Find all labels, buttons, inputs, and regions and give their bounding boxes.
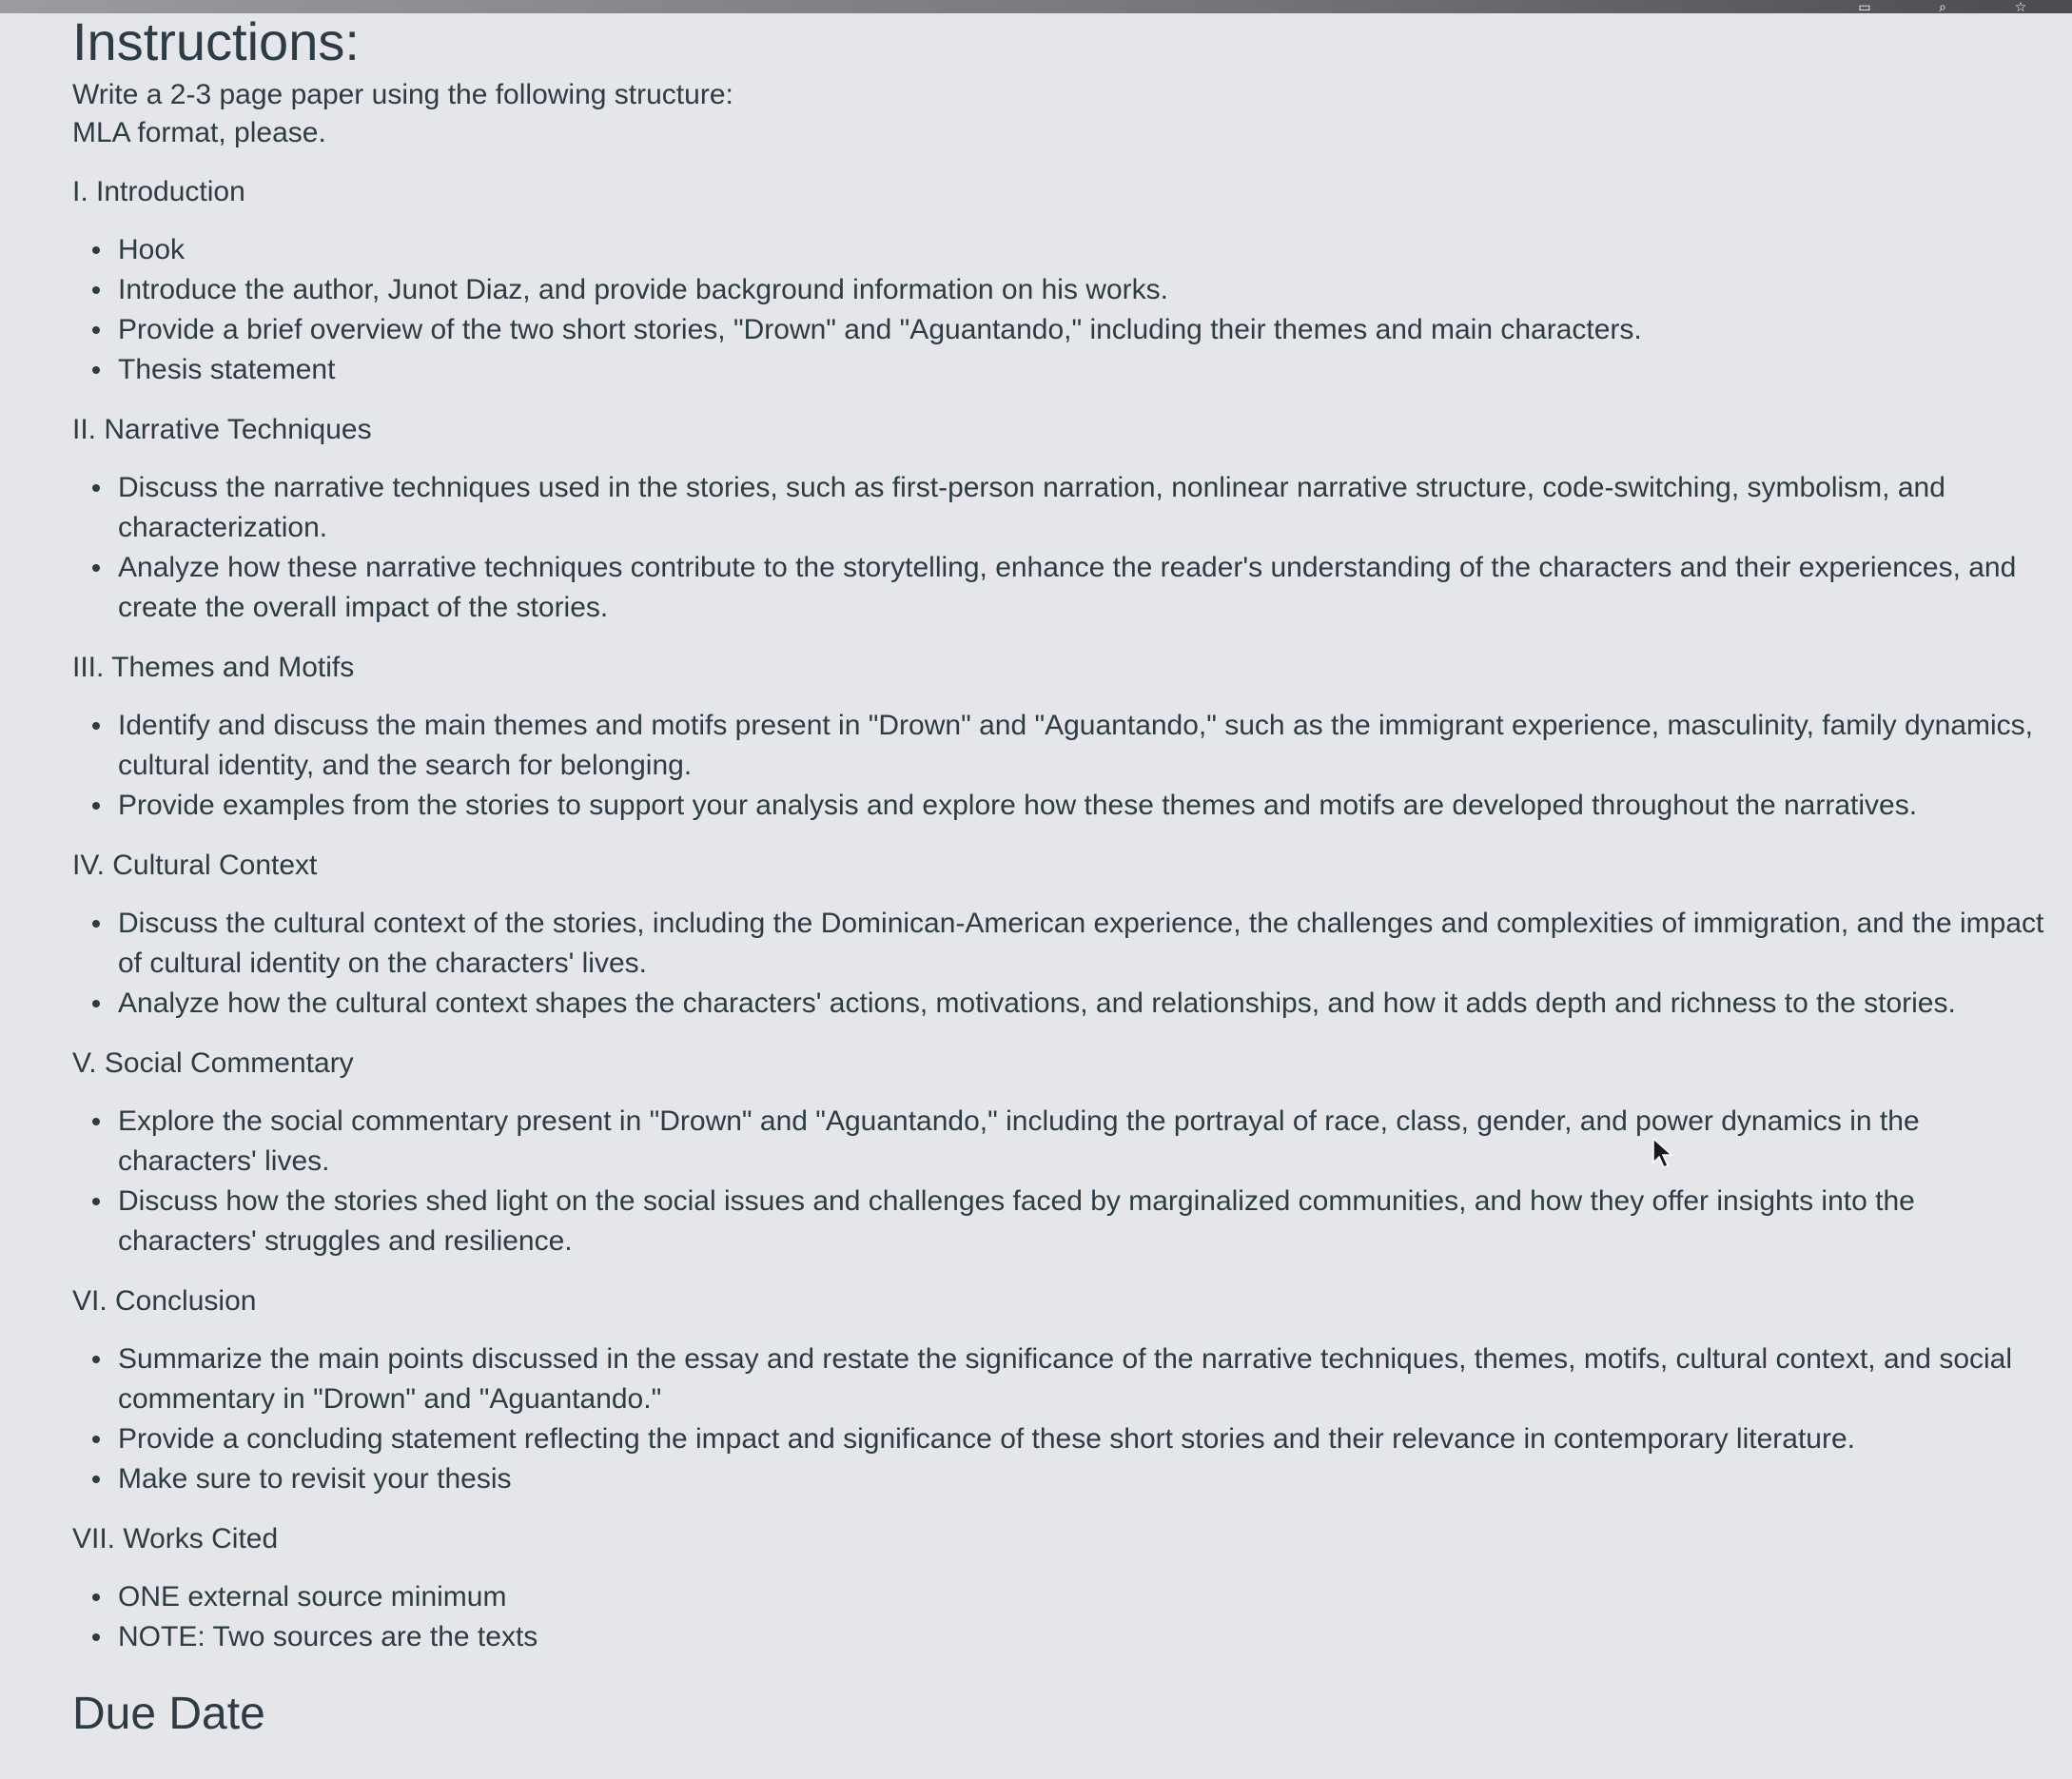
section-social-commentary: [72, 1045, 2051, 1261]
list-item: Discuss the narrative techniques used in the stories, such as first-person narration, nonlinear narrative structure, code-switching, symbolism, and characterization.: [118, 468, 2051, 548]
list-item: Make sure to revisit your thesis: [118, 1459, 2051, 1499]
list-item: Discuss how the stories shed light on the social issues and challenges faced by marginalized communities, and how they offer insights into the characters' struggles and resilience.: [118, 1182, 2051, 1261]
section-heading: III. Themes and Motifs: [72, 652, 355, 683]
bullet-list: [72, 904, 2051, 1024]
section-works-cited: [72, 1520, 2051, 1657]
search-icon[interactable]: ⌕: [1939, 0, 1946, 14]
screen-share-icon[interactable]: ▭: [1858, 0, 1871, 14]
section-heading: IV. Cultural Context: [72, 850, 318, 881]
list-item: Summarize the main points discussed in the essay and restate the significance of the narrative techniques, themes, motifs, cultural context, and social commentary in "Drown" and "Aguantando.": [118, 1339, 2051, 1419]
section-heading: VII. Works Cited: [72, 1523, 279, 1554]
list-item: Discuss the cultural context of the stories, including the Dominican-American experience, the challenges and complexities of immigration, and the impact of cultural identity on the characters' lives.: [118, 904, 2051, 984]
list-item: Identify and discuss the main themes and motifs present in "Drown" and "Aguantando," such as the immigrant experience, masculinity, family dynamics, cultural identity, and the search for belonging.: [118, 706, 2051, 786]
list-item: Thesis statement: [118, 350, 2051, 390]
bookmark-star-icon[interactable]: ☆: [2014, 0, 2027, 14]
list-item: Analyze how these narrative techniques contribute to the storytelling, enhance the reader's understanding of the characters and their experiences, and create the overall impact of the stories.: [118, 548, 2051, 628]
section-heading: II. Narrative Techniques: [72, 414, 372, 445]
due-date-heading: Due Date: [72, 1689, 265, 1739]
bullet-list: [72, 468, 2051, 628]
section-introduction: [72, 173, 2051, 390]
list-item: Provide examples from the stories to support your analysis and explore how these themes and motifs are developed throughout the narratives.: [118, 786, 2051, 826]
section-conclusion: [72, 1282, 2051, 1499]
instructions-heading: Instructions:: [72, 11, 360, 71]
section-cultural-context: [72, 847, 2051, 1024]
list-item: ONE external source minimum: [118, 1577, 2051, 1617]
section-narrative-techniques: [72, 411, 2051, 628]
section-themes-motifs: [72, 649, 2051, 826]
section-heading: I. Introduction: [72, 176, 245, 207]
list-item: Introduce the author, Junot Diaz, and provide background information on his works.: [118, 270, 2051, 310]
bullet-list: [72, 706, 2051, 826]
bullet-list: [72, 1577, 2051, 1657]
intro-text: Write a 2-3 page paper using the following structure:: [72, 79, 733, 110]
bullet-list: [72, 230, 2051, 390]
assignment-description: [72, 8, 2051, 1743]
bullet-list: [72, 1102, 2051, 1261]
list-item: Provide a concluding statement reflecting the impact and significance of these short stories and their relevance in contemporary literature.: [118, 1419, 2051, 1459]
bullet-list: [72, 1339, 2051, 1499]
list-item: Provide a brief overview of the two short stories, "Drown" and "Aguantando," including their themes and main characters.: [118, 310, 2051, 350]
mouse-pointer-icon: [1652, 1138, 1676, 1170]
list-item: Hook: [118, 230, 2051, 270]
list-item: NOTE: Two sources are the texts: [118, 1617, 2051, 1657]
section-heading: V. Social Commentary: [72, 1047, 354, 1079]
list-item: Explore the social commentary present in "Drown" and "Aguantando," including the portrayal of race, class, gender, and power dynamics in the characters' lives.: [118, 1102, 2051, 1182]
section-heading: VI. Conclusion: [72, 1285, 257, 1317]
list-item: Analyze how the cultural context shapes the characters' actions, motivations, and relationships, and how it adds depth and richness to the stories.: [118, 984, 2051, 1024]
format-text: MLA format, please.: [72, 117, 326, 148]
